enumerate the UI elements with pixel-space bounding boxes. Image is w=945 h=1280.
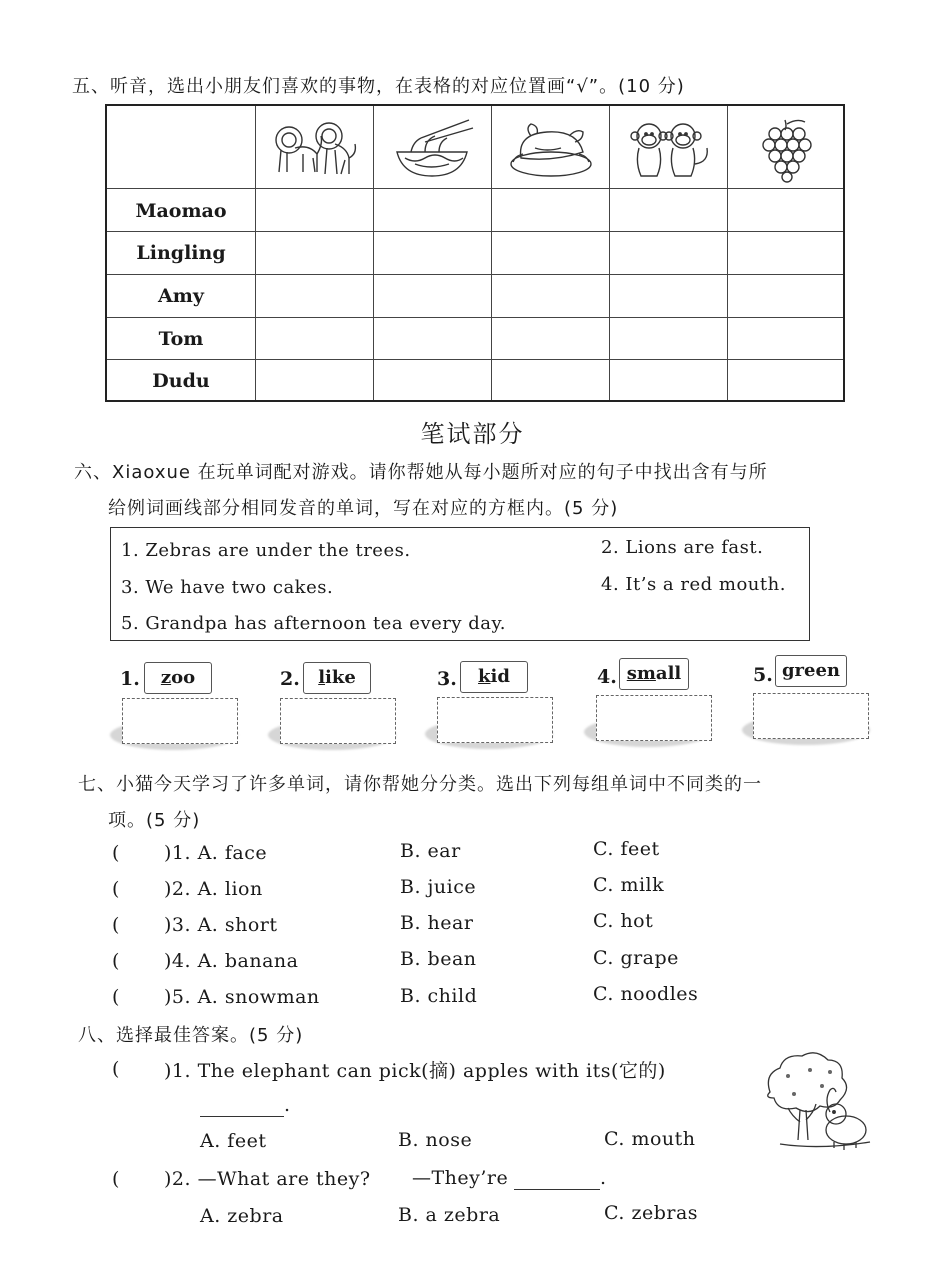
answer-paren[interactable]: (	[112, 1058, 120, 1080]
option-b: B. nose	[398, 1129, 473, 1151]
sentence-box	[110, 527, 810, 641]
listening-table	[105, 104, 845, 402]
option-a: A. feet	[200, 1130, 267, 1152]
chicken-icon	[493, 114, 609, 184]
row-name: Maomao	[135, 200, 227, 222]
option-a: )1. A. face	[164, 842, 268, 864]
option-c: C. mouth	[604, 1128, 696, 1150]
answer-paren[interactable]: (	[112, 1168, 120, 1190]
option-b: B. child	[400, 985, 478, 1007]
option-c: C. noodles	[593, 983, 699, 1005]
option-c: C. grape	[593, 947, 679, 969]
example-word-box	[144, 662, 212, 694]
section7-title-line2: 项。(5 分)	[108, 810, 201, 831]
underlined-part: sm	[626, 663, 656, 684]
section6-title-line1: 六、Xiaoxue 在玩单词配对游戏。请你帮她从每小题所对应的句子中找出含有与所	[74, 462, 768, 483]
answer-box-5[interactable]	[753, 693, 869, 739]
option-b: B. a zebra	[398, 1204, 501, 1226]
sentence-4: 4. It’s a red mouth.	[601, 574, 786, 595]
answer-paren[interactable]: (	[112, 986, 120, 1008]
answer-paren[interactable]: (	[112, 914, 120, 936]
answer-box-3[interactable]	[437, 697, 553, 743]
option-b: B. hear	[400, 912, 474, 934]
underlined-part: z	[160, 667, 172, 688]
noodles-icon	[375, 114, 491, 184]
sentence-5: 5. Grandpa has afternoon tea every day.	[121, 613, 507, 634]
lions-icon	[257, 114, 373, 184]
word-rest: ike	[325, 667, 356, 688]
option-a: )3. A. short	[164, 914, 278, 936]
sentence-3: 3. We have two cakes.	[121, 577, 334, 598]
sentence-2: 2. Lions are fast.	[601, 537, 764, 558]
question-stem: )2. —What are they?	[164, 1168, 371, 1190]
question-stem: )1. The elephant can pick(摘) apples with its(它的)	[164, 1060, 666, 1082]
word-number: 1.	[120, 668, 140, 690]
underlined-part: k	[478, 666, 491, 687]
option-a: )2. A. lion	[164, 878, 263, 900]
option-b: B. ear	[400, 840, 461, 862]
word-number: 3.	[437, 668, 457, 690]
answer-box-1[interactable]	[122, 698, 238, 744]
answer-box-4[interactable]	[596, 695, 712, 741]
example-word-box	[619, 658, 689, 690]
word-number: 4.	[597, 666, 617, 688]
word-rest: oo	[171, 667, 196, 688]
row-name: Lingling	[136, 242, 226, 264]
option-c: C. milk	[593, 874, 665, 896]
option-c: C. zebras	[604, 1202, 699, 1224]
example-word-box	[775, 655, 847, 687]
grapes-icon	[729, 114, 845, 184]
blank-period: .	[600, 1167, 607, 1189]
written-section-heading: 笔试部分	[420, 420, 525, 448]
word-number: 2.	[280, 668, 300, 690]
word-rest: id	[490, 666, 510, 687]
section7-title-line1: 七、小猫今天学习了许多单词，请你帮她分分类。选出下列每组单词中不同类的一	[78, 774, 762, 795]
word-number: 5.	[753, 664, 773, 686]
word-rest: all	[655, 663, 682, 684]
section5-title: 五、听音，选出小朋友们喜欢的事物，在表格的对应位置画“√”。(10 分)	[72, 76, 685, 97]
example-word-box	[303, 662, 371, 694]
option-a: )4. A. banana	[164, 950, 299, 972]
option-a: )5. A. snowman	[164, 986, 320, 1008]
elephant-tree-icon	[760, 1052, 876, 1152]
option-c: C. feet	[593, 838, 660, 860]
option-b: B. juice	[400, 876, 477, 898]
answer-paren[interactable]: (	[112, 950, 120, 972]
monkeys-icon	[611, 114, 727, 184]
blank-period: .	[284, 1094, 291, 1116]
row-name: Amy	[158, 285, 204, 307]
option-a: A. zebra	[200, 1205, 284, 1227]
row-name: Tom	[158, 328, 204, 350]
underlined-part: l	[318, 667, 326, 688]
option-c: C. hot	[593, 910, 654, 932]
section6-title-line2: 给例词画线部分相同发音的单词，写在对应的方框内。(5 分)	[108, 498, 619, 519]
row-name: Dudu	[152, 370, 210, 392]
word-rest: reen	[794, 660, 841, 681]
underlined-part: g	[781, 660, 795, 681]
question-stem-2: —They’re	[412, 1167, 509, 1189]
option-b: B. bean	[400, 948, 477, 970]
example-word-box	[460, 661, 528, 693]
answer-paren[interactable]: (	[112, 878, 120, 900]
answer-paren[interactable]: (	[112, 842, 120, 864]
section8-title: 八、选择最佳答案。(5 分)	[78, 1025, 304, 1046]
answer-blank[interactable]	[514, 1167, 607, 1190]
answer-blank[interactable]	[200, 1094, 291, 1117]
sentence-1: 1. Zebras are under the trees.	[121, 540, 411, 561]
answer-box-2[interactable]	[280, 698, 396, 744]
